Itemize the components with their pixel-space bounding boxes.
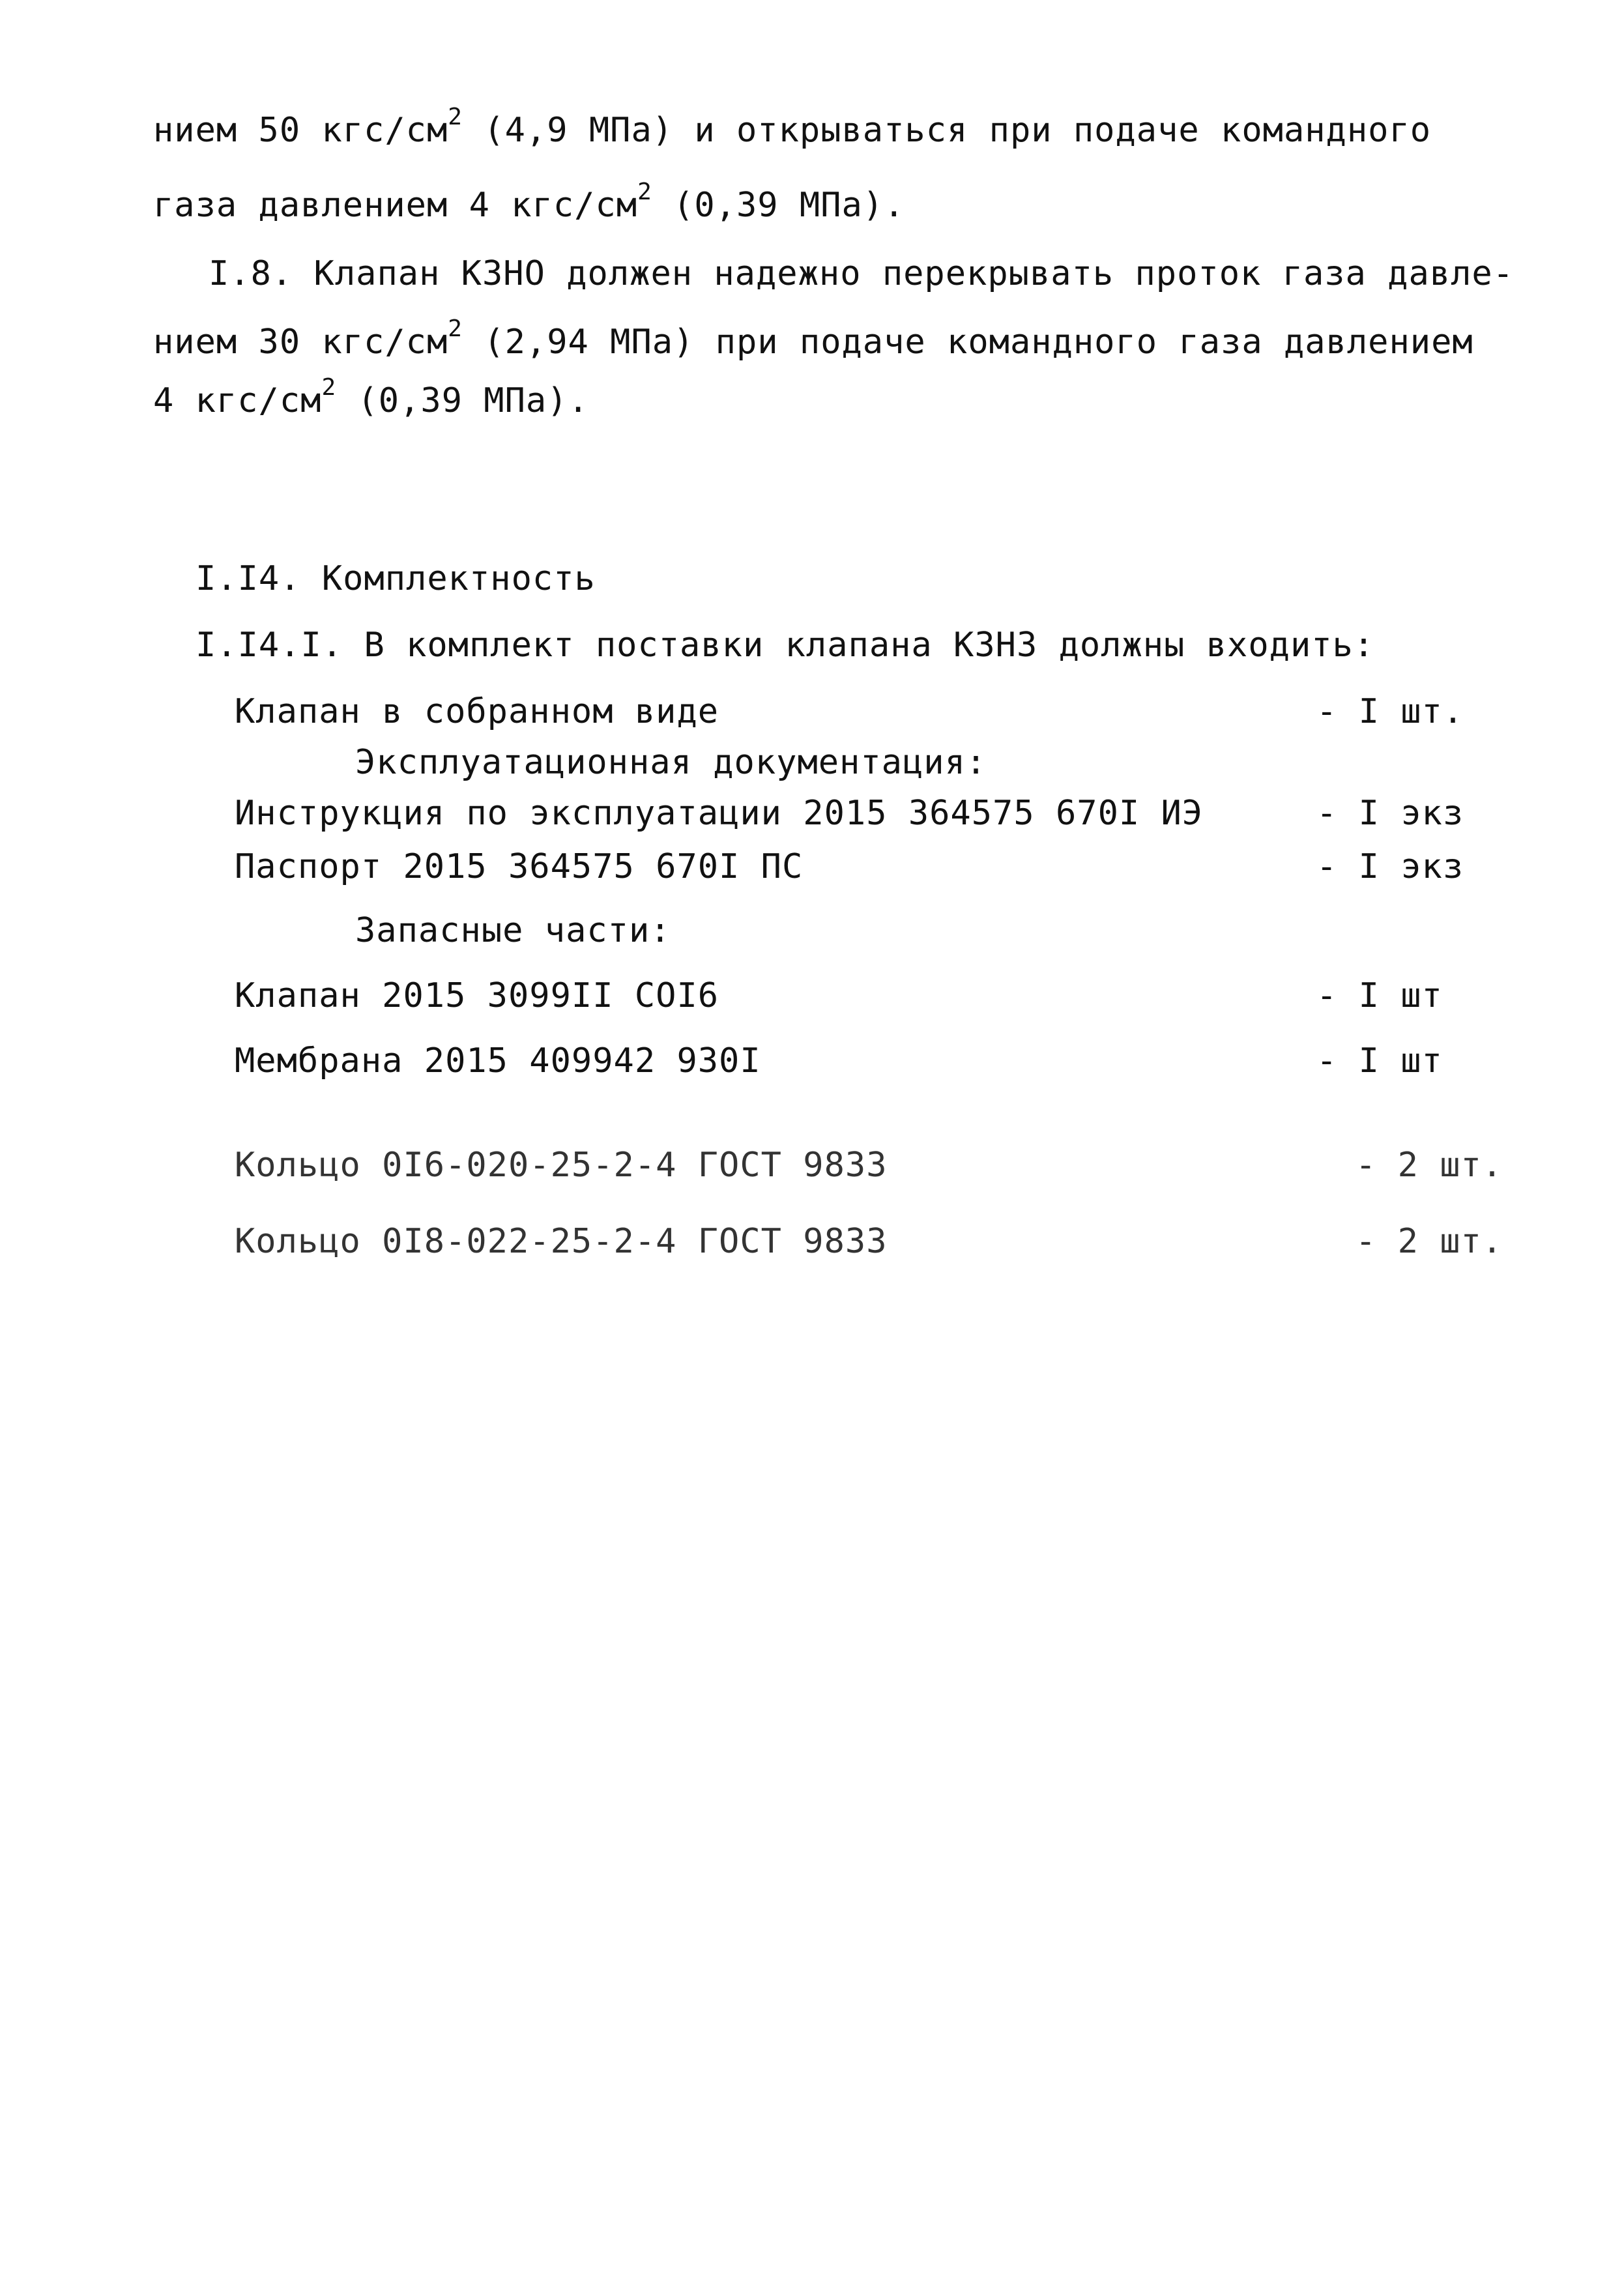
list-item-name: Клапан в собранном виде (235, 692, 719, 731)
paragraph-line (209, 254, 1514, 293)
superscript: 2 (637, 179, 652, 205)
list-item-name: Паспорт 2015 364575 670I ПС (235, 847, 804, 886)
list-item-qty: - I шт. (1316, 692, 1464, 731)
superscript: 2 (448, 315, 463, 342)
paragraph-line (153, 104, 1432, 150)
list-item-qty: - 2 шт. (1356, 1222, 1503, 1261)
group-label: Запасные части: (355, 911, 671, 950)
paragraph-line (153, 374, 589, 420)
text-fragment: (0,39 МПа). (652, 186, 905, 225)
text-fragment: (2,94 МПа) при подаче командного газа давлением (462, 323, 1473, 362)
list-item-qty: - I экз (1316, 794, 1464, 833)
text-fragment: нием 50 кгс/см (153, 111, 448, 150)
list-item-qty: - I шт (1316, 976, 1443, 1015)
text-fragment: I.8. Клапан КЗНО должен надежно перекрывать проток газа давле- (209, 254, 1515, 293)
list-item-name: Инструкция по эксплуатации 2015 364575 670I ИЭ (235, 794, 1204, 833)
group-label: Эксплуатационная документация: (355, 743, 987, 782)
list-item-name: Кольцо 0I8-022-25-2-4 ГОСТ 9833 (235, 1222, 888, 1261)
list-item-name: Кольцо 0I6-020-25-2-4 ГОСТ 9833 (235, 1146, 888, 1185)
list-item-qty: - I шт (1316, 1041, 1443, 1081)
paragraph-line (153, 315, 1473, 362)
list-item-qty: - I экз (1316, 847, 1464, 886)
list-item-name: Мембрана 2015 409942 930I (235, 1041, 761, 1081)
text-fragment: газа давлением 4 кгс/см (153, 186, 638, 225)
text-fragment: 4 кгс/см (153, 381, 322, 420)
superscript: 2 (448, 104, 463, 130)
paragraph-line (153, 179, 905, 225)
text-fragment: нием 30 кгс/см (153, 323, 448, 362)
superscript: 2 (321, 374, 337, 401)
list-item-name: Клапан 2015 3099II COI6 (235, 976, 719, 1015)
text-fragment: (0,39 МПа). (336, 381, 589, 420)
section-heading: I.I4. Комплектность (196, 559, 596, 598)
text-fragment: (4,9 МПа) и открываться при подаче командного (462, 111, 1432, 150)
list-item-qty: - 2 шт. (1356, 1146, 1503, 1185)
section-subheading: I.I4.I. В комплект поставки клапана КЗНЗ должны входить: (196, 626, 1375, 665)
